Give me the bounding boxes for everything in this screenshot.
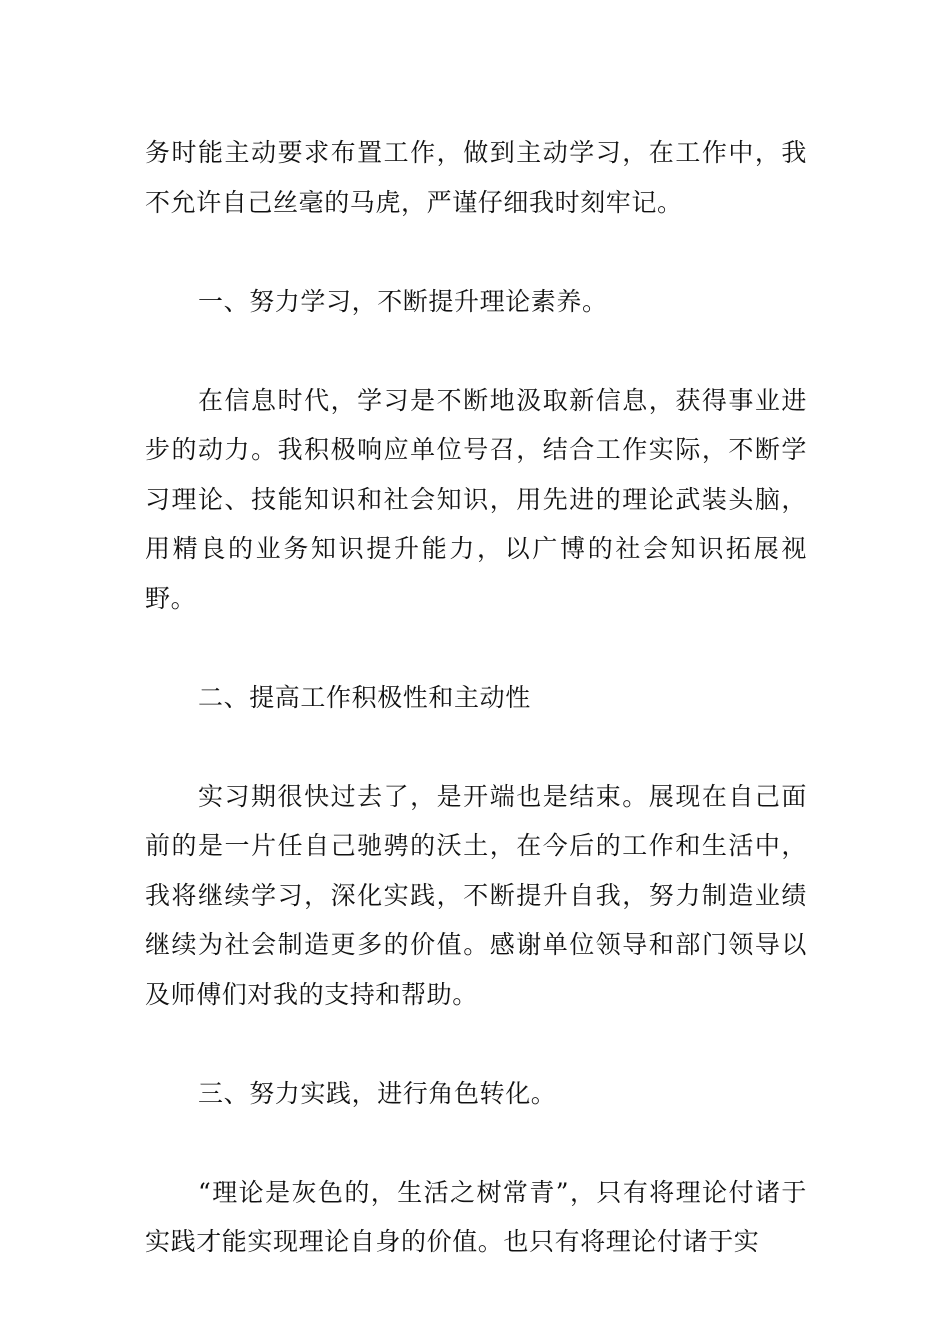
document-body — [145, 128, 807, 1267]
paragraph-gap — [145, 326, 807, 376]
section-heading-1: 一、努力学习，不断提升理论素养。 — [198, 286, 608, 316]
paragraph-gap — [145, 227, 807, 277]
paragraph-gap — [145, 722, 807, 772]
paragraph-continuation: 务时能主动要求布置工作，做到主动学习，在工作中，我不允许自己丝毫的马虎，严谨仔细我时刻牢记。 — [145, 138, 807, 217]
section-heading-3: 三、努力实践，进行角色转化。 — [198, 1078, 557, 1108]
paragraph-study: 在信息时代，学习是不断地汲取新信息，获得事业进步的动力。我积极响应单位号召，结合工作实际，不断学习理论、技能知识和社会知识，用先进的理论武装头脑，用精良的业务知识提升能力，以广博的社会知识拓展视野。 — [145, 385, 807, 613]
paragraph-gap — [145, 1019, 807, 1069]
paragraph-practice: “理论是灰色的，生活之树常青”，只有将理论付诸于实践才能实现理论自身的价值。也只有将理论付诸于实 — [145, 1177, 807, 1256]
section-heading-2: 二、提高工作积极性和主动性 — [198, 682, 531, 712]
paragraph-internship: 实习期很快过去了，是开端也是结束。展现在自己面前的是一片任自己驰骋的沃土，在今后的工作和生活中，我将继续学习，深化实践，不断提升自我，努力制造业绩继续为社会制造更多的价值。感谢单位领导和部门领导以及师傅们对我的支持和帮助。 — [145, 781, 807, 1009]
paragraph-gap — [145, 623, 807, 673]
paragraph-gap — [145, 1118, 807, 1168]
